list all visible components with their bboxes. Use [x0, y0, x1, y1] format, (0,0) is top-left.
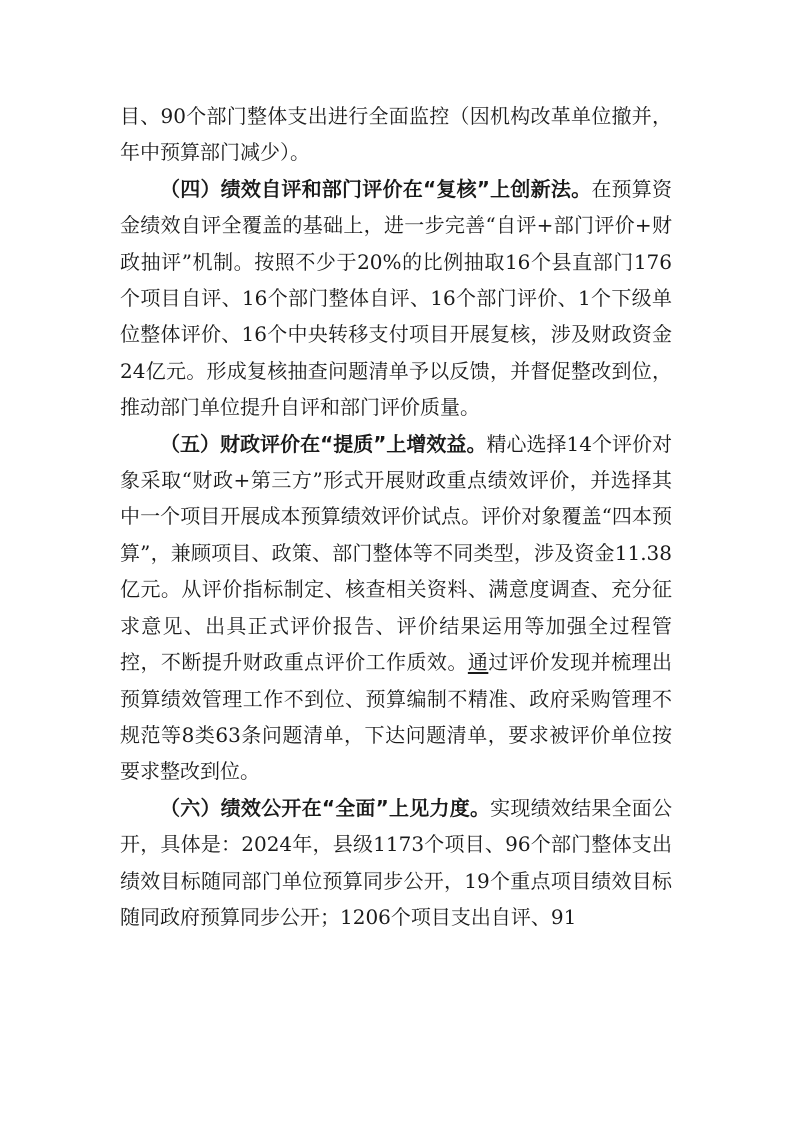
paragraph-text: 在预算资金绩效自评全覆盖的基础上，进一步完善“自评+部门评价+财政抽评”机制。按照不少于20%的比例抽取16个县直部门176个项目自评、16个部门整体自评、16个部门评价、1个下级单位整体评价、16个中央转移支付项目开展复核，涉及财政资金24亿元。形成复核抽查问题清单予以反馈，并督促整改到位，推动部门单位提升自评和部门评价质量。 — [120, 176, 672, 420]
paragraph-self-evaluation-review — [120, 171, 672, 426]
paragraph-text-tail: 过评价发现并梳理出预算绩效管理工作不到位、预算编制不精准、政府采购管理不规范等8类63条问题清单，下达问题清单，要求被评价单位按要求整改到位。 — [120, 650, 673, 784]
paragraph-fiscal-evaluation — [120, 426, 672, 790]
paragraph-text: 目、90个部门整体支出进行全面监控（因机构改革单位撤并，年中预算部门减少）。 — [120, 104, 672, 165]
underlined-text: 通 — [467, 650, 489, 675]
paragraph-performance-disclosure — [120, 790, 672, 936]
document-body — [120, 98, 672, 935]
paragraph-continuation — [120, 98, 672, 171]
section-heading: （六）绩效公开在“全面”上见力度。 — [160, 795, 491, 820]
section-heading: （四）绩效自评和部门评价在“复核”上创新法。 — [160, 176, 592, 201]
section-heading: （五）财政评价在“提质”上增效益。 — [160, 431, 487, 456]
paragraph-text: 实现绩效结果全面公开，具体是：2024年，县级1173个项目、96个部门整体支出绩效目标随同部门单位预算同步公开，19个重点项目绩效目标随同政府预算同步公开；1206个项目支出自评、91 — [120, 795, 672, 929]
paragraph-text: 精心选择14个评价对象采取“财政+第三方”形式开展财政重点绩效评价，并选择其中一个项目开展成本预算绩效评价试点。评价对象覆盖“四本预算”，兼顾项目、政策、部门整体等不同类型，涉及资金11.38亿元。从评价指标制定、核查相关资料、满意度调查、充分征求意见、出具正式评价报告、评价结果运用等加强全过程管控，不断提升财政重点评价工作质效。 — [120, 431, 672, 675]
